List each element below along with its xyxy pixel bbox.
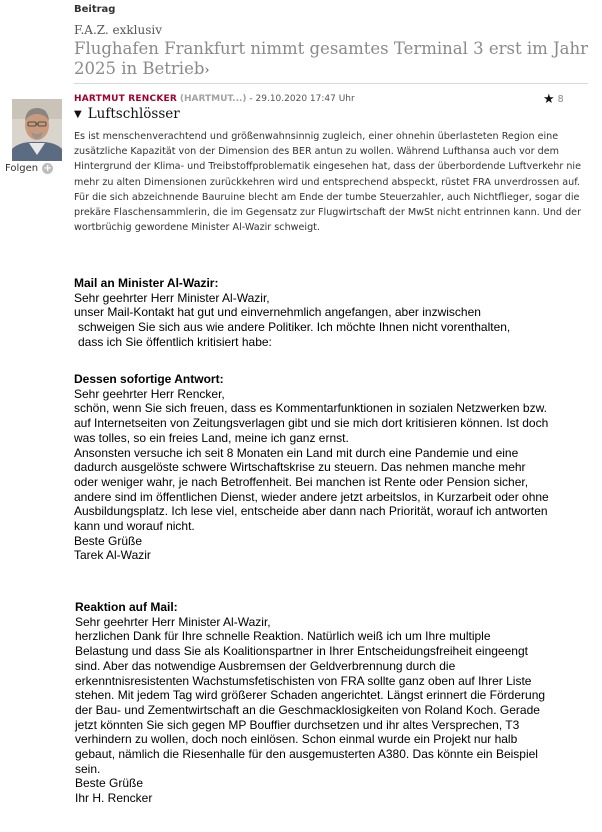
mail-line: was tolles, so ein freies Land, meine ich ganz ernst. — [74, 430, 349, 445]
mail-line: Ausbildungsplatz. Ich lese viel, entscheide aber dann nach Priorität, worauf ich antworten — [74, 504, 548, 519]
mail-line: andere sind im öffentlichen Dienst, wieder andere jetzt arbeitslos, in Kurzarbeit oder ohne — [74, 489, 549, 504]
chevron-right-icon[interactable]: › — [204, 63, 210, 78]
mail-line: Sehr geehrter Herr Minister Al-Wazir, — [74, 290, 270, 305]
mail-heading: Dessen sofortige Antwort: — [74, 372, 224, 386]
rating-count: 8 — [557, 94, 564, 105]
mail-line: oder weniger wahr, je nach Betroffenheit. Bei manchen ist Rente oder Pension sicher, — [74, 474, 529, 489]
plus-icon[interactable]: + — [43, 163, 52, 174]
author-handle: (HARTMUT...) — [179, 94, 247, 104]
kicker: F.A.Z. exklusiv — [74, 23, 162, 37]
mail-line: stehen. Mit jedem Tag wird größerer Schaden angerichtet. Längst erinnert die Förderung — [75, 688, 546, 703]
mail-line: dadurch ausgelöste schwere Wirtschaftskrise zu steuern. Das nehmen manche mehr — [74, 460, 526, 475]
mail-line: Beste Grüße — [75, 776, 144, 791]
headline-text[interactable]: Flughafen Frankfurt nimmt gesamtes Terminal 3 erst im Jahr 2025 in Betrieb — [74, 39, 589, 78]
mail-heading: Reaktion auf Mail: — [75, 600, 178, 614]
article-header — [74, 0, 594, 81]
mail-line: Beste Grüße — [74, 533, 143, 548]
divider — [74, 83, 588, 84]
star-icon[interactable]: ★ — [543, 92, 555, 107]
mail-line: herzlichen Dank für Ihre schnelle Reaktion. Natürlich weiß ich um Ihre multiple — [75, 629, 491, 644]
rating[interactable] — [543, 94, 564, 105]
mail-line: Ihr H. Rencker — [75, 791, 153, 806]
mail-line: jetzt könnten Sie sich gegen MP Bouffier durchsetzen und ihr altes Versprechen, T3 — [75, 717, 520, 732]
mail-block-1 — [74, 276, 594, 350]
follow-button[interactable] — [5, 163, 53, 174]
mail-line: der Bau- und Zementwirtschaft an die Geschmacklosigkeiten von Roland Koch. Gerade — [75, 702, 540, 717]
mail-heading: Mail an Minister Al-Wazir: — [74, 276, 219, 290]
mail-line: sein. — [75, 761, 101, 776]
mail-line: Ansonsten versuche ich seit 8 Monaten ein Land mit durch eine Pandemie und eine — [74, 445, 519, 460]
follow-label[interactable]: Folgen — [5, 163, 39, 174]
comment-title-toggle[interactable] — [74, 106, 180, 122]
mail-line: schweigen Sie sich aus wie andere Politiker. Ich möchte Ihnen nicht vorenthalten, — [78, 320, 511, 335]
mail-line: gebaut, nämlich die Riesenhalle für den ausgemusterten A380. Das könnte ein Beispiel — [75, 747, 538, 762]
mail-line: Sehr geehrter Herr Rencker, — [74, 386, 225, 401]
comment-title: Luftschlösser — [87, 106, 180, 122]
mail-line: Sehr geehrter Herr Minister Al-Wazir, — [75, 614, 271, 629]
comment-date: - 29.10.2020 17:47 Uhr — [249, 94, 355, 104]
mail-block-3 — [75, 600, 595, 806]
mail-line: unser Mail-Kontakt hat gut und einvernehmlich angefangen, aber inzwischen — [74, 305, 481, 320]
mail-line: kann und worauf nicht. — [74, 519, 195, 534]
mail-line: auf Internetseiten von Zeitungsverlagen gibt und sie mich dort kritisieren können. Ist doch — [74, 416, 549, 431]
triangle-down-icon[interactable]: ▼ — [74, 108, 82, 120]
article-headline-link[interactable] — [74, 39, 594, 81]
mail-block-2 — [74, 372, 594, 563]
avatar[interactable] — [12, 99, 62, 161]
comment-body: Es ist menschenverachtend und größenwahnsinnig zugleich, einer ohnehin überlasteten Region eine zusätzliche Kapazität von der Dimension des BER antun zu wollen. Während Lufthansa auch vor dem Hintergrund der Klima- und Treibstoffproblematik eingesehen hat, dass der überbordende Luftverkehr nie mehr zu alten Dimensionen zurückkehren wird und entsprechend abspeckt, rüstet FRA unverdrossen auf. Für die sich abzeichnende Bauruine blecht am Ende der tumbe Steuerzahler, auch Nichtflieger, sogar die prekäre Flaschensammlerin, die im Gegensatz zur Flugwirtschaft der MwSt nicht entrinnen kann. Und der wortbrüchig gewordene Minister Al-Wazir schweigt. — [74, 131, 582, 234]
section-label: Beitrag — [74, 4, 116, 15]
mail-line: dass ich Sie öffentlich kritisiert habe: — [78, 334, 272, 349]
mail-line: erkenntnisresistenten Wachstumsfetischisten von FRA sollte ganz oben auf Ihrer Liste — [75, 673, 532, 688]
mail-line: verhindern zu wollen, doch noch einlösen. Schon einmal wurde ein Projekt nur halb — [75, 732, 518, 747]
author-name[interactable]: HARTMUT RENCKER — [74, 94, 177, 104]
mail-line: Belastung und dass Sie als Koalitionspartner in Ihrer Entscheidungsfreiheit eingeengt — [75, 644, 528, 659]
mail-line: sind. Aber das notwendige Ausbremsen der Geldverbrennung durch die — [75, 658, 456, 673]
avatar-photo-icon — [12, 99, 62, 161]
mail-line: schön, wenn Sie sich freuen, dass es Kommentarfunktionen in sozialen Netzwerken bzw. — [74, 401, 547, 416]
comment-meta — [74, 94, 355, 104]
mail-line: Tarek Al-Wazir — [74, 548, 151, 563]
